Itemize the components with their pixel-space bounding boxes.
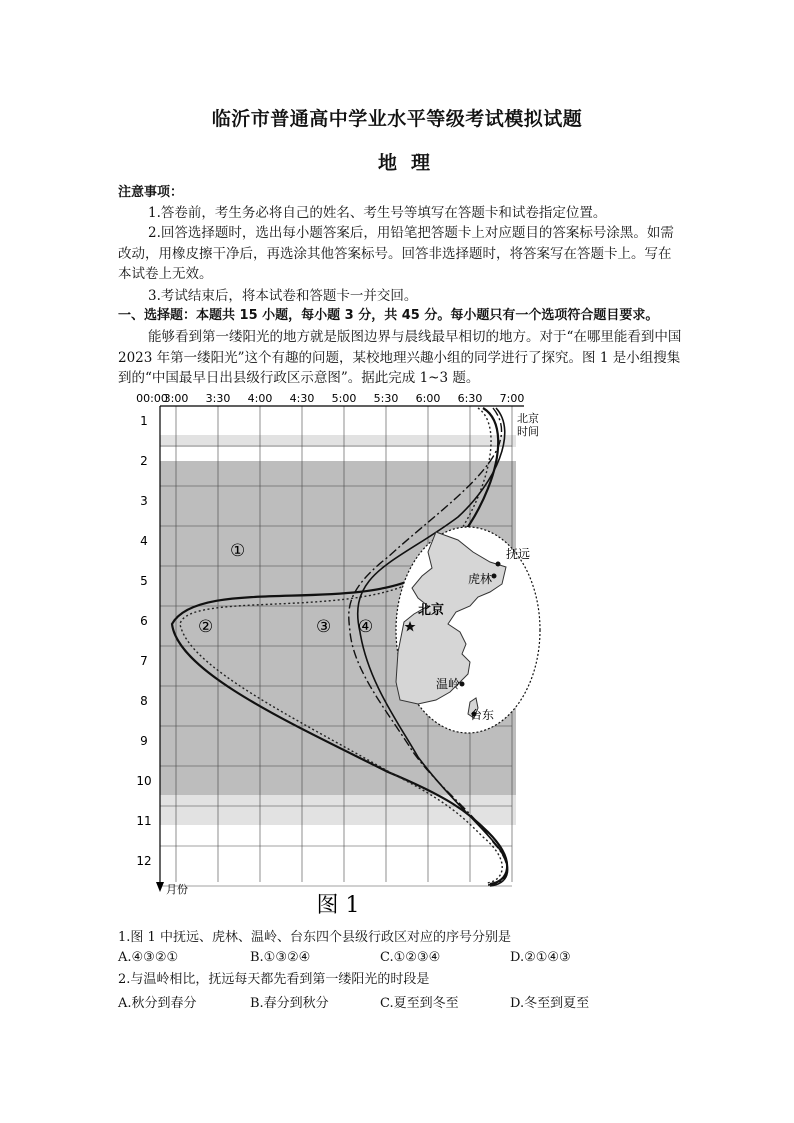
q2-option-b[interactable]: B.春分到秋分 [250,996,329,1011]
fuyuan-marker [496,562,501,567]
exam-title: 临沂市普通高中学业水平等级考试模拟试题 [211,108,583,130]
x-tick-label: 6:30 [457,392,483,405]
figure-caption: 图 1 [316,893,360,918]
x-tick-label: 3:30 [205,392,231,405]
map-label-taidong: 台东 [470,708,495,722]
shade-band-light-top [160,435,516,447]
y-tick-label: 10 [136,774,152,788]
x-tick-label: 5:30 [373,392,399,405]
map-label-fuyuan: 抚远 [506,547,531,561]
x-axis-label-line1: 北京 [517,412,539,425]
sunrise-chart [118,392,558,922]
y-axis-arrow [156,882,164,892]
x-tick-label: 5:00 [331,392,357,405]
curve-label-4: ④ [358,617,374,637]
notes-heading: 注意事项： [118,185,184,200]
q1-option-a[interactable]: A.④③②① [118,950,179,965]
y-tick-label: 2 [140,454,148,468]
x-tick-label: 00:00 [136,392,168,405]
question-1-stem: 1.图 1 中抚远、虎林、温岭、台东四个县级行政区对应的序号分别是 [118,930,511,945]
y-tick-label: 7 [140,654,148,668]
curve-label-1: ① [230,541,246,561]
section-heading: 一、选择题：本题共 15 小题，每小题 3 分，共 45 分。每小题只有一个选项符合题目要求。 [118,308,659,323]
y-tick-labels [136,414,151,868]
q2-option-d[interactable]: D.冬至到夏至 [510,996,590,1011]
wenling-marker [460,682,465,687]
curve-label-2: ② [198,617,214,637]
note-item-1: 1.答卷前，考生务必将自己的姓名、考生号等填写在答题卡和试卷指定位置。 [148,205,607,221]
note-item-2: 2.回答选择题时，选出每小题答案后，用铅笔把答题卡上对应题目的答案标号涂黑。如需改动，用橡皮擦干净后，再选涂其他答案标号。回答非选择题时，将答案写在答题卡上。写在本试卷上无效。 [118,225,674,282]
y-axis-label: 月份 [166,883,188,896]
y-tick-label: 9 [140,734,148,748]
note-item-3: 3.考试结束后，将本试卷和答题卡一并交回。 [148,288,418,304]
x-tick-label: 6:00 [415,392,441,405]
q1-option-b[interactable]: B.①③②④ [250,950,311,965]
q1-option-c[interactable]: C.①②③④ [380,950,441,965]
y-tick-label: 5 [140,574,148,588]
map-label-wenling: 温岭 [436,677,461,691]
figure-1 [118,392,558,926]
y-tick-label: 4 [140,534,148,548]
section-intro: 能够看到第一缕阳光的地方就是版图边界与晨线最早相切的地方。对于“在哪里能看到中国 2023 年第一缕阳光”这个有趣的问题，某校地理兴趣小组的同学进行了探究。图 1 是小组搜集到的“中国最早日出县级行政区示意图”。据此完成 1~3 题。 [118,329,682,386]
y-tick-label: 11 [136,814,152,828]
q1-option-d[interactable]: D.②①④③ [510,950,571,965]
y-tick-label: 6 [140,614,148,628]
y-tick-label: 1 [140,414,148,428]
q2-option-c[interactable]: C.夏至到冬至 [380,996,459,1011]
x-tick-label: 7:00 [499,392,525,405]
q2-option-a[interactable]: A.秋分到春分 [118,996,197,1011]
hulin-marker [492,574,497,579]
question-2-stem: 2.与温岭相比，抚远每天都先看到第一缕阳光的时段是 [118,972,430,987]
y-tick-label: 8 [140,694,148,708]
y-tick-label: 3 [140,494,148,508]
map-label-hulin: 虎林 [468,572,493,586]
x-tick-label: 3:00 [163,392,189,405]
y-tick-label: 12 [136,854,152,868]
x-tick-label: 4:30 [289,392,315,405]
x-tick-labels [136,392,524,405]
map-label-beijing: 北京 [418,603,445,618]
curve-label-3: ③ [316,617,332,637]
subject-title: 地理 [377,152,444,174]
x-tick-label: 4:00 [247,392,273,405]
inset-map [396,527,540,733]
x-axis-label-line2: 时间 [517,425,539,438]
